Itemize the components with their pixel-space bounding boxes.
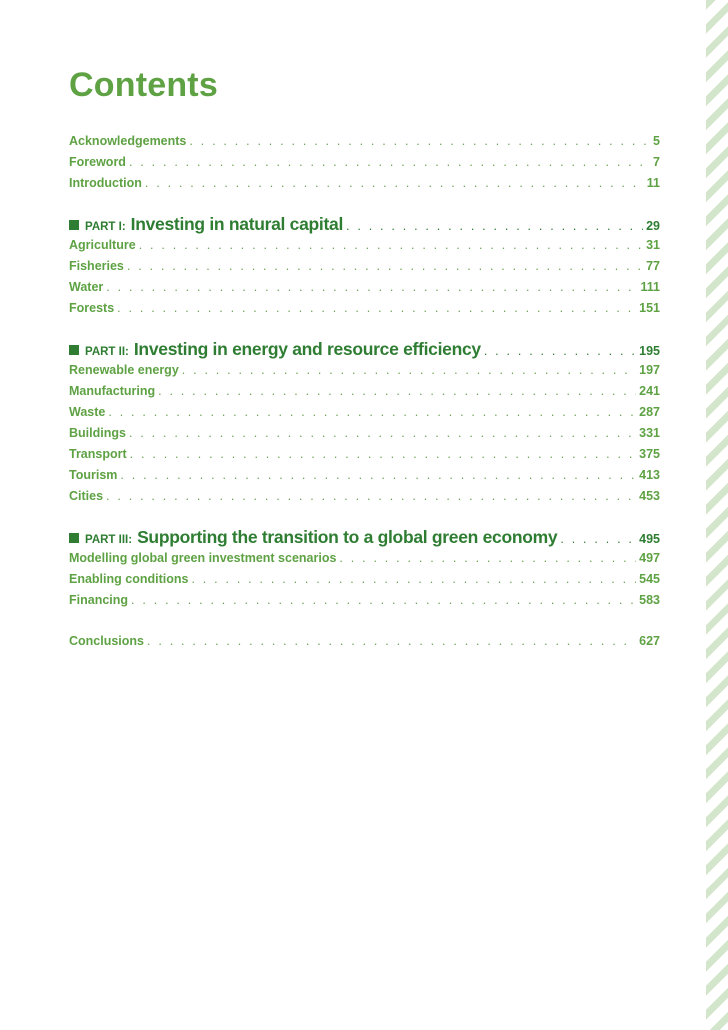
toc-entry-label: Tourism [69,468,118,482]
toc-entry-page: 5 [653,134,660,148]
leader-dots [147,631,636,652]
part-heading-1[interactable] [69,214,660,235]
toc-entry-label: Enabling conditions [69,572,189,586]
toc-entry-label: Modelling global green investment scenarios [69,551,337,565]
table-of-contents [69,131,660,652]
toc-entry-waste[interactable] [69,402,660,423]
toc-entry-page: 627 [639,634,660,648]
part-label: PART II: [85,346,129,358]
square-bullet-icon [69,345,79,355]
toc-entry-label: Cities [69,489,104,503]
toc-entry-label: Acknowledgements [69,134,187,148]
toc-entry-page: 545 [639,572,660,586]
toc-entry-label: Forests [69,301,115,315]
leader-dots [106,277,637,298]
leader-dots [182,360,636,381]
toc-entry-enabling-conditions[interactable] [69,569,660,590]
toc-entry-renewable-energy[interactable] [69,360,660,381]
toc-entry-page: 11 [646,176,660,190]
toc-entry-modelling[interactable] [69,548,660,569]
toc-entry-label: Renewable energy [69,363,179,377]
part-title: Supporting the transition to a global green economy [137,527,558,547]
leader-dots [127,256,643,277]
toc-entry-buildings[interactable] [69,423,660,444]
leader-dots [560,529,636,550]
toc-entry-page: 111 [640,280,660,294]
toc-entry-fisheries[interactable] [69,256,660,277]
leader-dots [129,423,636,444]
toc-entry-label: Manufacturing [69,384,156,398]
decorative-stripes [706,0,728,1030]
toc-entry-page: 151 [639,301,660,315]
toc-entry-tourism[interactable] [69,465,660,486]
part-heading-3[interactable] [69,527,660,548]
leader-dots [158,381,636,402]
square-bullet-icon [69,220,79,230]
leader-dots [130,444,636,465]
toc-entry-water[interactable] [69,277,660,298]
toc-entry-page: 497 [639,551,660,565]
part-page: 195 [639,344,660,358]
leader-dots [339,548,636,569]
toc-entry-transport[interactable] [69,444,660,465]
part-page: 495 [639,532,660,546]
toc-entry-label: Buildings [69,426,126,440]
toc-entry-cities[interactable] [69,486,660,507]
page-title: Contents [69,66,218,104]
toc-entry-page: 583 [639,593,660,607]
leader-dots [117,298,636,319]
leader-dots [484,341,636,362]
toc-entry-page: 453 [639,489,660,503]
part-page: 29 [646,219,660,233]
toc-entry-financing[interactable] [69,590,660,611]
leader-dots [191,569,636,590]
toc-entry-label: Introduction [69,176,142,190]
toc-entry-label: Financing [69,593,129,607]
square-bullet-icon [69,533,79,543]
toc-entry-acknowledgements[interactable] [69,131,660,152]
leader-dots [120,465,636,486]
part-label: PART III: [85,534,133,546]
toc-entry-page: 287 [639,405,660,419]
toc-entry-page: 375 [639,447,660,461]
toc-entry-label: Fisheries [69,259,124,273]
toc-entry-agriculture[interactable] [69,235,660,256]
toc-entry-page: 197 [639,363,660,377]
leader-dots [129,152,650,173]
toc-entry-label: Water [69,280,104,294]
toc-entry-page: 31 [646,238,660,252]
toc-entry-label: Waste [69,405,106,419]
part-heading-2[interactable] [69,339,660,360]
toc-entry-foreword[interactable] [69,152,660,173]
toc-entry-page: 331 [639,426,660,440]
part-title: Investing in energy and resource efficiency [133,339,481,359]
toc-entry-label: Transport [69,447,127,461]
leader-dots [108,402,636,423]
toc-entry-label: Foreword [69,155,126,169]
leader-dots [346,216,643,237]
toc-entry-manufacturing[interactable] [69,381,660,402]
toc-entry-page: 7 [653,155,660,169]
part-label: PART I: [85,221,126,233]
toc-entry-introduction[interactable] [69,173,660,194]
toc-entry-label: Agriculture [69,238,136,252]
leader-dots [139,235,643,256]
toc-entry-label: Conclusions [69,634,145,648]
toc-entry-page: 241 [639,384,660,398]
leader-dots [106,486,636,507]
leader-dots [131,590,636,611]
toc-entry-conclusions[interactable] [69,631,660,652]
leader-dots [189,131,650,152]
part-title: Investing in natural capital [130,214,344,234]
toc-entry-forests[interactable] [69,298,660,319]
toc-entry-page: 77 [646,259,660,273]
toc-entry-page: 413 [639,468,660,482]
leader-dots [145,173,644,194]
